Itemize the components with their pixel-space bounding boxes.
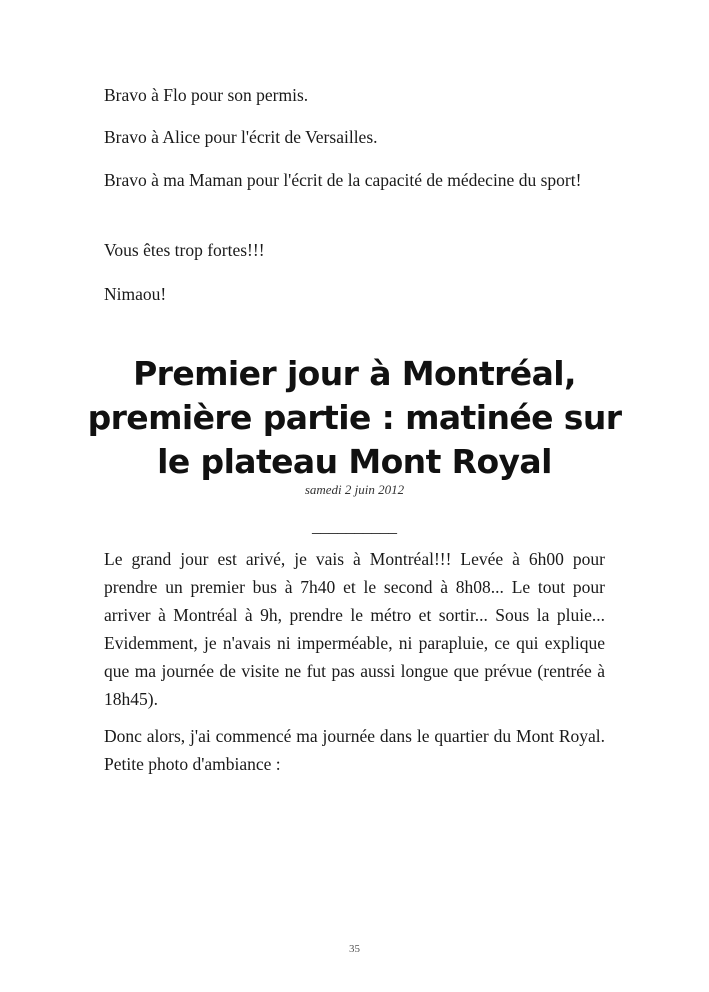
article-title: Premier jour à Montréal, première partie : matinée sur le plateau Mont Royal — [87, 354, 622, 481]
intro-line-maman: Bravo à ma Maman pour l'écrit de la capacité de médecine du sport! — [104, 170, 582, 190]
article-date: samedi 2 juin 2012 — [304, 482, 405, 497]
intro-line-signature: Nimaou! — [104, 284, 167, 304]
article-paragraph-2: Donc alors, j'ai commencé ma journée dans le quartier du Mont Royal. Petite photo d'ambiance : — [104, 726, 605, 774]
article-paragraph-1: Le grand jour est arivé, je vais à Montréal!!! Levée à 6h00 pour prendre un premier bus à 7h40 et le second à 8h08... Le tout pour arriver à Montréal à 9h, prendre le métro et sortir... Sous la pluie... Evidemment, je n'avais ni imperméable, ni parapluie, ce qui explique que ma journée de visite ne fut pas aussi longue que prévue (rentrée à 18h45). — [104, 549, 605, 709]
intro-line-flo: Bravo à Flo pour son permis. — [104, 85, 309, 105]
intro-line-fortes: Vous êtes trop fortes!!! — [104, 240, 265, 260]
intro-line-alice: Bravo à Alice pour l'écrit de Versailles. — [104, 127, 378, 147]
page-number: 35 — [349, 943, 360, 955]
separator-line: __________ — [312, 517, 397, 536]
